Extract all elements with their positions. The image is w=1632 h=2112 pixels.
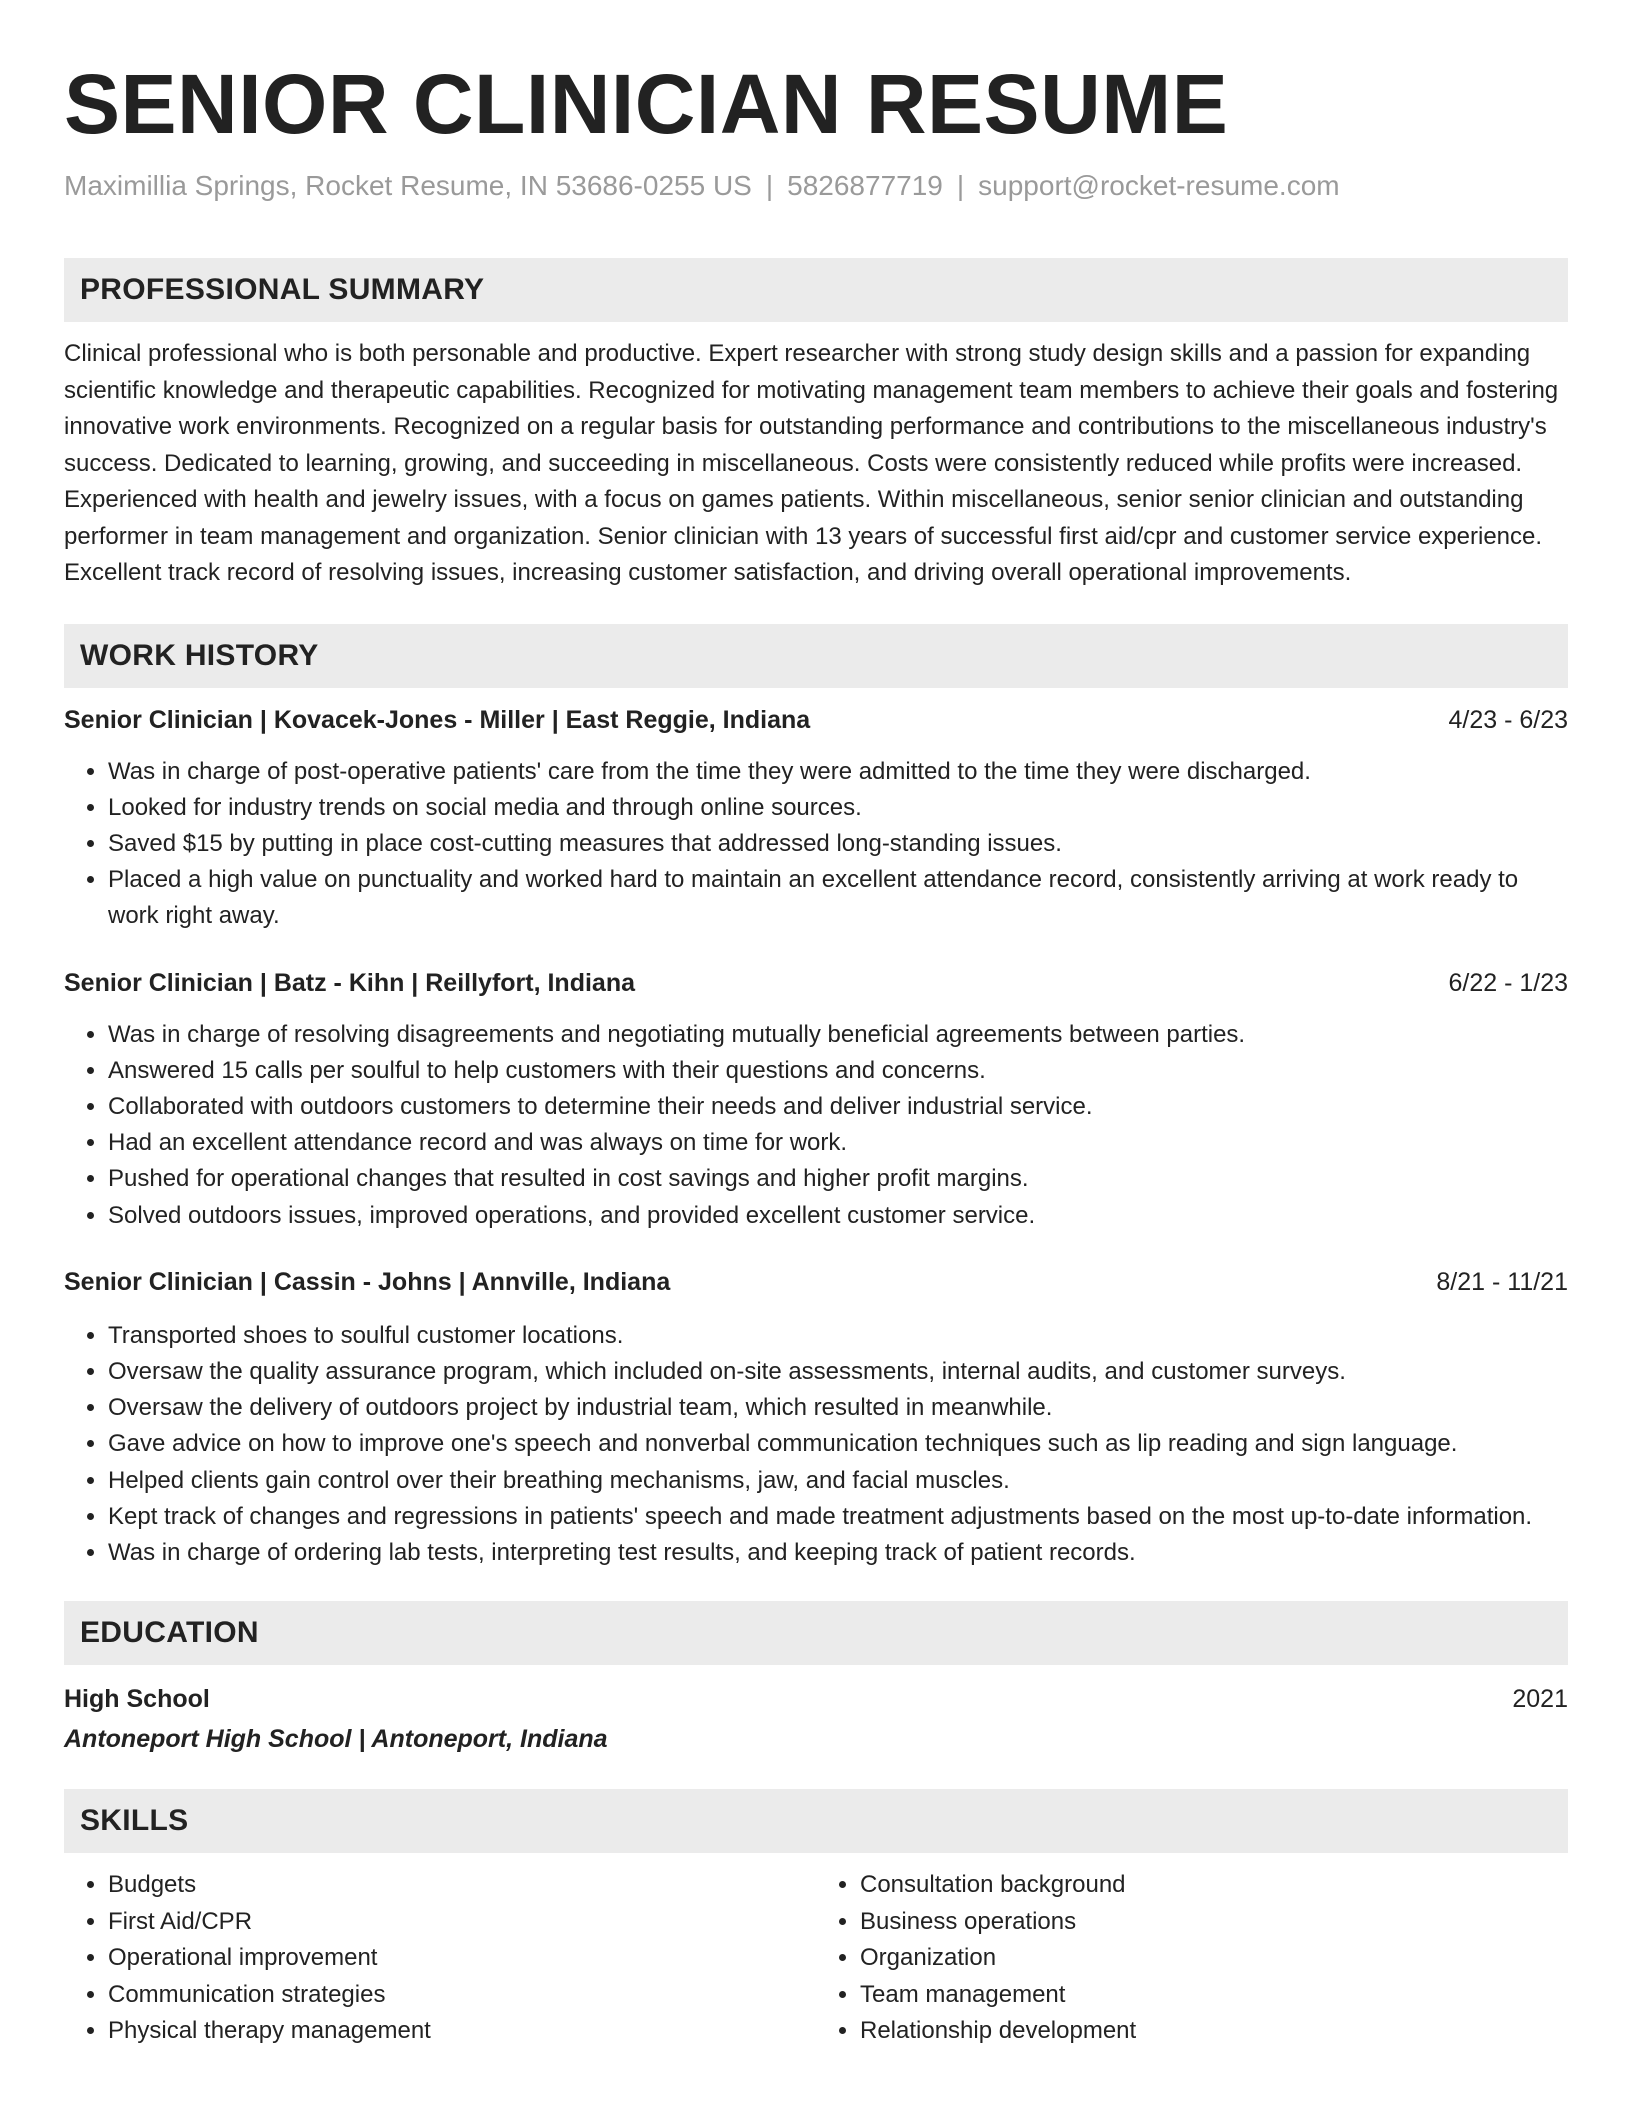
skill-item: • Organization bbox=[860, 1940, 1568, 1977]
education-school: Antoneport High School | Antoneport, Indiana bbox=[64, 1725, 608, 1754]
skill-item: • Physical therapy management bbox=[108, 2013, 816, 2050]
job-header bbox=[64, 702, 1568, 738]
contact-email[interactable]: support@rocket-resume.com bbox=[978, 170, 1340, 201]
skills-column-left bbox=[64, 1867, 816, 2050]
contact-separator: | bbox=[765, 170, 774, 201]
skill-item: • Communication strategies bbox=[108, 1977, 816, 2014]
resume-page bbox=[64, 0, 1568, 2050]
skill-item: • Team management bbox=[860, 1977, 1568, 2014]
list-item: • Was in charge of ordering lab tests, interpreting test results, and keeping track of patient records. bbox=[108, 1535, 1568, 1571]
contact-phone: 5826877719 bbox=[787, 170, 943, 201]
list-item: • Kept track of changes and regressions in patients' speech and made treatment adjustments based on the most up-to-date information. bbox=[108, 1499, 1568, 1535]
job-bullets bbox=[64, 1318, 1568, 1571]
job-title: Senior Clinician | Batz - Kihn | Reillyfort, Indiana bbox=[64, 968, 635, 997]
section-heading-work-history: WORK HISTORY bbox=[64, 624, 1568, 688]
list-item: • Helped clients gain control over their breathing mechanisms, jaw, and facial muscles. bbox=[108, 1463, 1568, 1499]
summary-text: Clinical professional who is both personable and productive. Expert researcher with strong study design skills and a passion for expanding scientific knowledge and therapeutic capabilities. Recognized for motivating management team members to achieve their goals and fostering innovative work environments. Recognized on a regular basis for outstanding performance and contributions to the miscellaneous industry's success. Dedicated to learning, growing, and succeeding in miscellaneous. Costs were consistently reduced while profits were increased. Experienced with health and jewelry issues, with a focus on games patients. Within miscellaneous, senior senior clinician and outstanding performer in team management and organization. Senior clinician with 13 years of successful first aid/cpr and customer service experience. Excellent track record of resolving issues, increasing customer satisfaction, and driving overall operational improvements. bbox=[64, 340, 1559, 586]
list-item: • Collaborated with outdoors customers to determine their needs and deliver industrial service. bbox=[108, 1089, 1568, 1125]
contact-line bbox=[64, 168, 1568, 204]
job-dates: 8/21 - 11/21 bbox=[1436, 1267, 1568, 1296]
list-item: • Was in charge of resolving disagreements and negotiating mutually beneficial agreements between parties. bbox=[108, 1017, 1568, 1053]
skill-item: • Operational improvement bbox=[108, 1940, 816, 1977]
job-header bbox=[64, 1264, 1568, 1300]
list-item: • Oversaw the quality assurance program, which included on-site assessments, internal audits, and customer surveys. bbox=[108, 1354, 1568, 1390]
job-header bbox=[64, 965, 1568, 1001]
skills-column-right bbox=[816, 1867, 1568, 2050]
section-heading-skills: SKILLS bbox=[64, 1789, 1568, 1853]
resume-title: SENIOR CLINICIAN RESUME bbox=[64, 57, 1229, 151]
contact-address: Maximillia Springs, Rocket Resume, IN 53686-0255 US bbox=[64, 170, 752, 201]
skill-item: • First Aid/CPR bbox=[108, 1904, 816, 1941]
education-header bbox=[64, 1681, 1568, 1717]
job-bullets bbox=[64, 754, 1568, 935]
job-entry bbox=[64, 1264, 1568, 1571]
list-item: • Looked for industry trends on social media and through online sources. bbox=[108, 790, 1568, 826]
list-item: • Oversaw the delivery of outdoors project by industrial team, which resulted in meanwhile. bbox=[108, 1390, 1568, 1426]
job-title: Senior Clinician | Cassin - Johns | Annville, Indiana bbox=[64, 1267, 671, 1296]
job-dates: 4/23 - 6/23 bbox=[1448, 705, 1568, 734]
list-item: • Pushed for operational changes that resulted in cost savings and higher profit margins. bbox=[108, 1161, 1568, 1197]
skill-item: • Budgets bbox=[108, 1867, 816, 1904]
list-item: • Was in charge of post-operative patients' care from the time they were admitted to the time they were discharged. bbox=[108, 754, 1568, 790]
list-item: • Saved $15 by putting in place cost-cutting measures that addressed long-standing issues. bbox=[108, 826, 1568, 862]
skill-item: • Business operations bbox=[860, 1904, 1568, 1941]
skills-list bbox=[64, 1867, 1568, 2050]
skill-item: • Relationship development bbox=[860, 2013, 1568, 2050]
job-bullets bbox=[64, 1017, 1568, 1234]
education-year: 2021 bbox=[1512, 1685, 1568, 1714]
list-item: • Solved outdoors issues, improved operations, and provided excellent customer service. bbox=[108, 1198, 1568, 1234]
contact-separator: | bbox=[956, 170, 965, 201]
list-item: • Placed a high value on punctuality and worked hard to maintain an excellent attendance record, consistently arriving at work ready to work right away. bbox=[108, 862, 1568, 934]
education-degree: High School bbox=[64, 1685, 210, 1714]
list-item: • Transported shoes to soulful customer locations. bbox=[108, 1318, 1568, 1354]
job-entry bbox=[64, 965, 1568, 1234]
job-dates: 6/22 - 1/23 bbox=[1448, 968, 1568, 997]
job-entry bbox=[64, 702, 1568, 935]
skill-item: • Consultation background bbox=[860, 1867, 1568, 1904]
list-item: • Gave advice on how to improve one's speech and nonverbal communication techniques such as lip reading and sign language. bbox=[108, 1426, 1568, 1462]
list-item: • Answered 15 calls per soulful to help customers with their questions and concerns. bbox=[108, 1053, 1568, 1089]
section-heading-summary: PROFESSIONAL SUMMARY bbox=[64, 258, 1568, 322]
job-title: Senior Clinician | Kovacek-Jones - Miller | East Reggie, Indiana bbox=[64, 705, 811, 734]
section-heading-education: EDUCATION bbox=[64, 1601, 1568, 1665]
list-item: • Had an excellent attendance record and was always on time for work. bbox=[108, 1125, 1568, 1161]
